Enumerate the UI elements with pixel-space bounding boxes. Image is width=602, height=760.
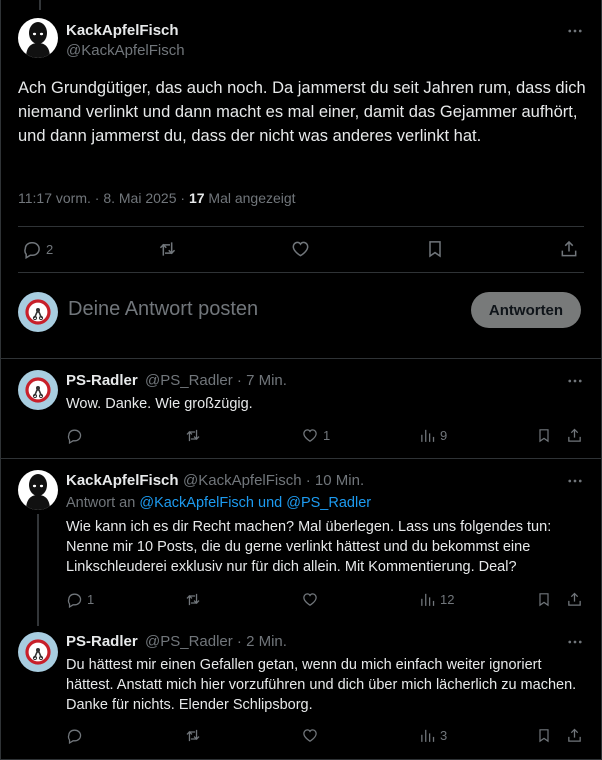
- more-icon[interactable]: [566, 633, 584, 651]
- reply-button[interactable]: [22, 239, 53, 259]
- reply-text: Wow. Danke. Wie großzügig.: [66, 396, 253, 412]
- reply-button[interactable]: [66, 427, 87, 444]
- like-count: 1: [323, 428, 331, 443]
- like-icon: [290, 239, 311, 259]
- share-button[interactable]: [559, 239, 579, 259]
- repost-icon: [184, 427, 202, 444]
- like-button[interactable]: [301, 427, 330, 444]
- reply-submit-button[interactable]: Antworten: [471, 292, 581, 328]
- repost-button[interactable]: [184, 427, 202, 444]
- bookmark-button[interactable]: [536, 727, 552, 744]
- author-handle[interactable]: @KackApfelFisch: [66, 42, 185, 59]
- reply-icon: [66, 727, 83, 744]
- post-text: Ach Grundgütiger, das auch noch. Da jammerst du seit Jahren rum, dass dich niemand verlinkt und dann macht es mal einer, damit das Gejammer aufhört, und dann jammerst du, dass der nicht was anderes verlinkt hat.: [18, 79, 586, 145]
- post-timestamp[interactable]: 11:17 vorm. · 8. Mai 2025 ·: [18, 190, 189, 206]
- repost-icon: [157, 239, 178, 259]
- reply-icon: [22, 239, 42, 259]
- bookmark-button[interactable]: [425, 239, 445, 259]
- bookmark-icon: [536, 427, 552, 444]
- reply-icon: [66, 427, 83, 444]
- avatar[interactable]: [18, 18, 58, 58]
- like-button[interactable]: [301, 727, 323, 744]
- like-button[interactable]: [301, 591, 323, 608]
- repost-button[interactable]: [184, 591, 202, 608]
- thread-connector: [37, 514, 39, 626]
- repost-button[interactable]: [157, 239, 178, 259]
- more-icon[interactable]: [566, 472, 584, 490]
- reply-text: Wie kann ich es dir Recht machen? Mal überlegen. Lass uns folgendes tun: Nenne mir 10 Posts, die du gerne verlinkt hättest und du bekommst eine Linkschleuderei exklusiv nur für dich allein. Mit Kommentierung. Deal?: [66, 519, 552, 575]
- view-count: 3: [440, 728, 448, 743]
- views-icon: [419, 727, 436, 744]
- post-meta: [18, 190, 296, 206]
- views-button[interactable]: [419, 591, 454, 608]
- reply-text: Du hättest mir einen Gefallen getan, wenn du mich einfach weiter ignoriert hättest. Anstatt mich hier vorzuführen und dich über mich lächerlich zu machen. Danke für nichts. Elender Schlipsborg.: [66, 657, 577, 713]
- like-icon: [301, 591, 319, 608]
- repost-icon: [184, 591, 202, 608]
- author-name[interactable]: PS-Radler: [66, 633, 138, 650]
- reply-to-line: [66, 495, 371, 511]
- views-button[interactable]: [419, 727, 447, 744]
- view-count: 17: [188, 190, 205, 206]
- like-icon: [301, 727, 319, 744]
- view-count: 12: [440, 592, 455, 607]
- share-button[interactable]: [566, 427, 583, 444]
- share-icon: [566, 591, 583, 608]
- more-icon[interactable]: [566, 372, 584, 390]
- share-button[interactable]: [566, 591, 583, 608]
- views-icon: [419, 591, 436, 608]
- divider: [0, 458, 602, 459]
- reply-input[interactable]: Deine Antwort posten: [68, 298, 259, 320]
- divider: [18, 272, 584, 273]
- view-count: 9: [440, 428, 448, 443]
- reply-count: 1: [87, 592, 95, 607]
- avatar[interactable]: [18, 292, 58, 332]
- author-handle[interactable]: @KackApfelFisch · 10 Min.: [183, 472, 365, 489]
- reply-icon: [66, 591, 83, 608]
- author-handle[interactable]: @PS_Radler · 7 Min.: [145, 372, 287, 389]
- share-icon: [566, 727, 583, 744]
- author-handle[interactable]: @PS_Radler · 2 Min.: [145, 633, 287, 650]
- bookmark-icon: [536, 727, 552, 744]
- views-icon: [419, 427, 436, 444]
- views-label: Mal angezeigt: [204, 190, 296, 206]
- avatar[interactable]: [18, 470, 58, 510]
- reply-button[interactable]: [66, 591, 94, 608]
- share-icon: [566, 427, 583, 444]
- reply-to-users-link[interactable]: @KackApfelFisch und @PS_Radler: [139, 495, 372, 511]
- avatar[interactable]: [18, 370, 58, 410]
- author-name[interactable]: PS-Radler: [66, 372, 138, 389]
- views-button[interactable]: [419, 427, 447, 444]
- repost-button[interactable]: [184, 727, 202, 744]
- avatar[interactable]: [18, 632, 58, 672]
- divider: [18, 226, 584, 227]
- share-icon: [559, 239, 579, 259]
- like-icon: [301, 427, 319, 444]
- bookmark-icon: [536, 591, 552, 608]
- reply-button[interactable]: [66, 727, 87, 744]
- more-icon[interactable]: [566, 22, 584, 40]
- reply-count: 2: [46, 241, 54, 257]
- like-button[interactable]: [290, 239, 311, 259]
- share-button[interactable]: [566, 727, 583, 744]
- repost-icon: [184, 727, 202, 744]
- bookmark-button[interactable]: [536, 427, 552, 444]
- thread-connector: [39, 0, 41, 10]
- author-name[interactable]: KackApfelFisch: [66, 472, 179, 489]
- reply-to-prefix: Antwort an: [66, 495, 140, 511]
- author-name[interactable]: KackApfelFisch: [66, 22, 179, 39]
- bookmark-icon: [425, 239, 445, 259]
- bookmark-button[interactable]: [536, 591, 552, 608]
- divider: [0, 358, 602, 359]
